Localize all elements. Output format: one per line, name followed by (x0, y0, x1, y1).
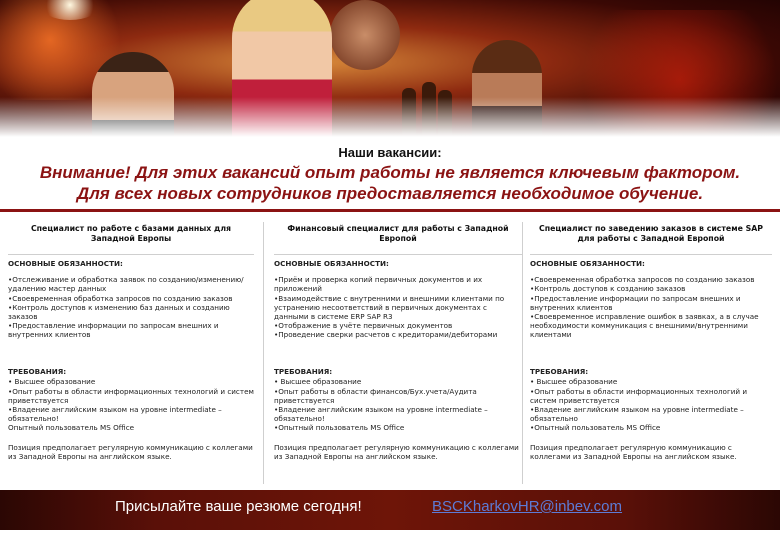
vacancy-finance-specialist (270, 214, 526, 484)
duty-item: •Проведение сверки расчетов с кредиторами/дебиторами (274, 330, 498, 340)
duties-list (530, 275, 772, 353)
man-figure (330, 0, 400, 70)
column-divider (263, 222, 264, 484)
duties-list (274, 275, 522, 353)
duty-item: •Контроль доступов к созданию заказов (530, 284, 686, 294)
title-divider (274, 254, 522, 255)
requirement-item: •Опытный пользователь MS Office (530, 423, 661, 433)
duties-label: ОСНОВНЫЕ ОБЯЗАННОСТИ: (8, 259, 123, 268)
duty-item: •Отображение в учёте первичных документов (274, 321, 453, 331)
duties-label: ОСНОВНЫЕ ОБЯЗАННОСТИ: (274, 259, 389, 268)
requirements-label: ТРЕБОВАНИЯ: (8, 367, 67, 377)
email-link[interactable]: BSCKharkovHR@inbev.com (432, 498, 623, 515)
vacancy-title: Специалист по работе с базами данных для Западной Европы (30, 224, 232, 243)
requirement-item: •Владение английским языком на уровне intermediate – обязательно (530, 405, 744, 424)
requirement-item: • Высшее образование (8, 377, 96, 387)
party-photo-banner (0, 0, 780, 137)
vacancy-title: Финансовый специалист для работы с Западной Европой (287, 224, 509, 243)
vacancy-title: Специалист по заведению заказов в системе SAP для работы с Западной Европой (539, 224, 763, 243)
requirements-list (274, 377, 522, 432)
duty-item: •Приём и проверка копий первичных документов и их приложений (274, 275, 483, 294)
requirements-block (8, 367, 254, 432)
title-divider (8, 254, 254, 255)
vacancy-database-specialist (4, 214, 258, 484)
duty-item: •Контроль доступов к изменению баз данных и созданию заказов (8, 302, 230, 322)
headline-line: Внимание! Для этих вакансий опыт работы не является ключевым фактором. (39, 163, 741, 182)
duties-label: ОСНОВНЫЕ ОБЯЗАННОСТИ: (530, 259, 645, 268)
vacancy-columns (0, 214, 780, 484)
title-divider (530, 254, 772, 255)
vacancy-sap-order-specialist (526, 214, 776, 484)
duty-item: •Отслеживание и обработка заявок по созданию/изменению/удалению мастер данных (8, 275, 244, 294)
requirement-item: •Владение английским языком на уровне intermediate – обязательно! (8, 405, 222, 424)
requirements-block (530, 367, 772, 432)
banner-fade (0, 97, 780, 137)
communication-note: Позиция предполагает регулярную коммуникацию с коллегами из Западной Европы на английском языке. (530, 442, 737, 461)
requirement-item: Опытный пользователь MS Office (8, 423, 135, 433)
section-rule (0, 209, 780, 212)
communication-note: Позиция предполагает регулярную коммуникацию с коллегами из Западной Европы на английском языке. (8, 442, 253, 461)
duty-item: •Предоставление информации по запросам внешних и внутренних клиентов (530, 293, 741, 312)
headline-line: Для всех новых сотрудников предоставляется необходимое обучение. (76, 184, 704, 203)
vacancies-intro: Наши вакансии: (338, 145, 442, 160)
requirement-item: •Опытный пользователь MS Office (274, 423, 405, 433)
communication-note: Позиция предполагает регулярную коммуникацию с коллегами из Западной Европы на английском языке. (274, 442, 519, 461)
requirements-list (8, 377, 254, 432)
duty-item: •Своевременное исправление ошибок в заявках, а в случае необходимости коммуникация с внешними/внутренними клиентами (530, 312, 759, 340)
footer-cta: Присылайте ваше резюме сегодня! (115, 498, 362, 515)
requirements-list (530, 377, 772, 432)
requirement-item: •Опыт работы в области информационных технологий и систем приветствуется (8, 386, 254, 405)
requirement-item: • Высшее образование (530, 377, 618, 387)
duty-item: •Предоставление информации по запросам внешних и внутренних клиентов (8, 321, 219, 340)
duty-item: •Взаимодействие с внутренними и внешними клиентами по устранению несоответствий в первичных документах с данными в системе ERP SAP R3 (274, 293, 505, 322)
requirement-item: •Владение английским языком на уровне intermediate – обязательно! (274, 405, 488, 424)
duty-item: •Своевременная обработка запросов по созданию заказов (530, 275, 755, 285)
duty-item: •Своевременная обработка запросов по созданию заказов (8, 293, 233, 303)
requirement-item: • Высшее образование (274, 377, 362, 387)
headline (0, 162, 780, 204)
requirement-item: •Опыт работы в области финансов/Бух.учета/Аудита приветствуется (274, 386, 477, 405)
duties-list (8, 275, 254, 353)
requirements-label: ТРЕБОВАНИЯ: (530, 367, 589, 377)
requirements-block (274, 367, 522, 432)
requirement-item: •Опыт работы в области информационных технологий и систем приветствуется (530, 386, 748, 405)
requirements-label: ТРЕБОВАНИЯ: (274, 367, 333, 377)
